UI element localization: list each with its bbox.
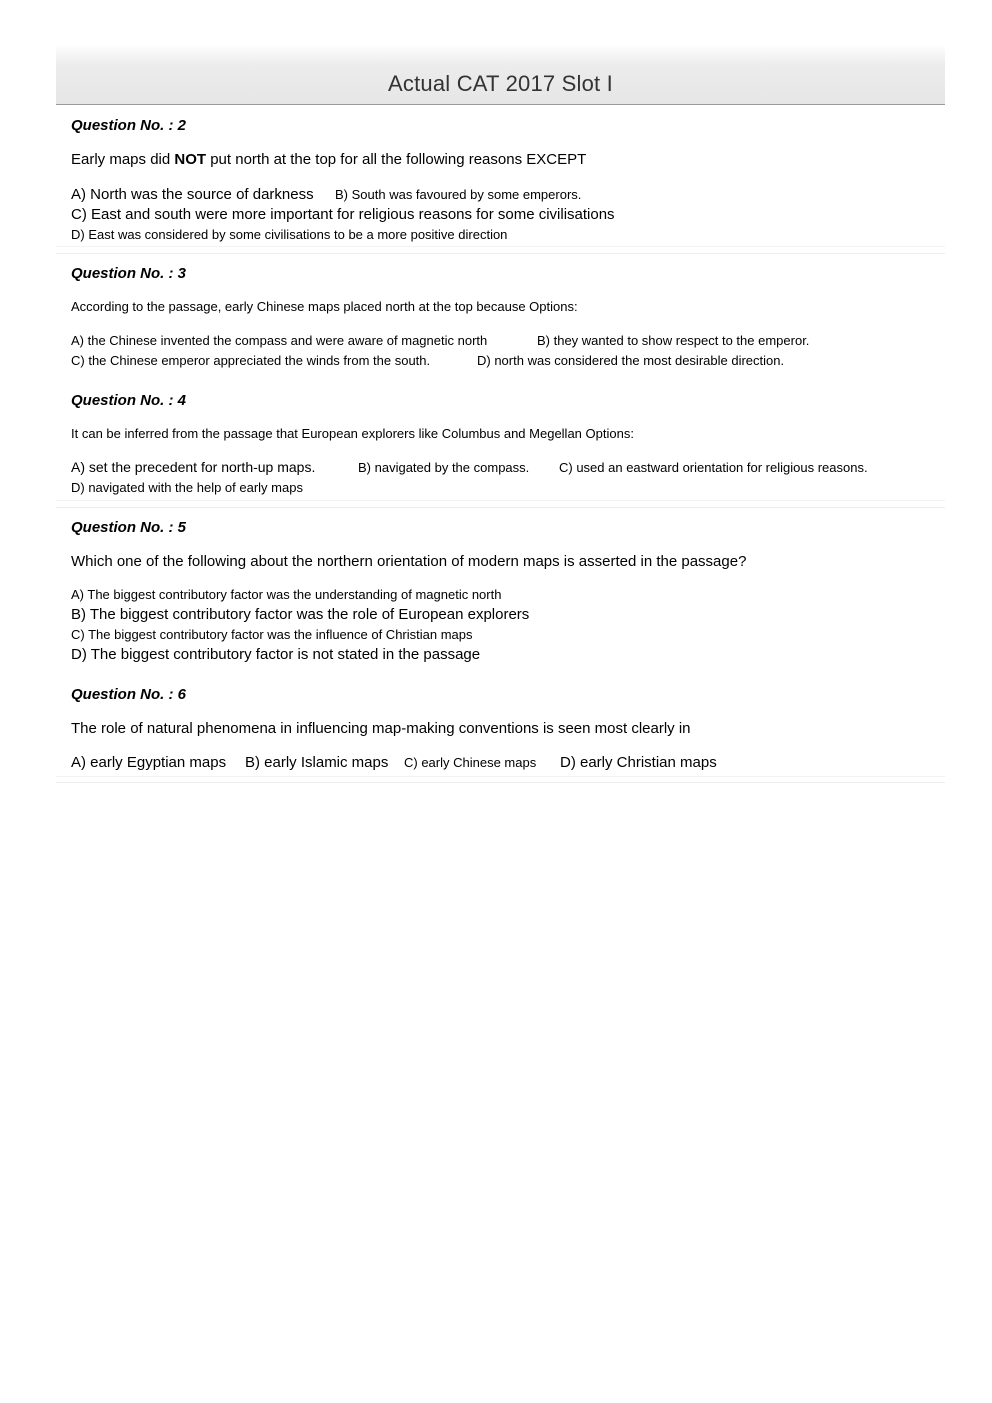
divider	[56, 782, 945, 783]
divider	[56, 246, 945, 247]
option-d: D) early Christian maps	[560, 754, 717, 771]
option-a: A) The biggest contributory factor was the understanding of magnetic north	[71, 587, 502, 602]
question-number: Question No. : 4	[71, 392, 187, 409]
question-number: Question No. : 3	[71, 265, 187, 282]
divider	[56, 776, 945, 777]
option-a: A) North was the source of darkness	[71, 186, 314, 203]
question-3	[71, 265, 937, 368]
option-c: C) early Chinese maps	[404, 755, 537, 770]
question-text	[71, 151, 586, 169]
divider	[56, 500, 945, 501]
option-b: B) South was favoured by some emperors.	[335, 187, 582, 202]
question-number: Question No. : 5	[71, 519, 187, 536]
option-d: D) The biggest contributory factor is not stated in the passage	[71, 646, 481, 663]
question-2	[71, 117, 937, 242]
divider	[56, 253, 945, 254]
question-number: Question No. : 6	[71, 686, 187, 703]
question-text: According to the passage, early Chinese maps placed north at the top because Options:	[71, 299, 578, 314]
question-text-part: Early maps did	[71, 151, 175, 168]
option-a: A) early Egyptian maps	[71, 754, 227, 771]
option-d: D) East was considered by some civilisations to be a more positive direction	[71, 227, 508, 242]
option-d: D) north was considered the most desirable direction.	[477, 353, 785, 368]
question-4	[71, 392, 937, 495]
page-header	[56, 44, 945, 105]
page-title: Actual CAT 2017 Slot I	[388, 71, 613, 96]
question-text-part: put north at the top for all the following reasons EXCEPT	[206, 151, 587, 168]
option-c: C) the Chinese emperor appreciated the winds from the south.	[71, 353, 431, 368]
divider	[56, 507, 945, 508]
option-a: A) set the precedent for north-up maps.	[71, 459, 316, 475]
question-5	[71, 519, 937, 663]
question-text: Which one of the following about the northern orientation of modern maps is asserted in the passage?	[71, 553, 747, 570]
question-text-bold: NOT	[174, 151, 207, 168]
option-c: C) The biggest contributory factor was the influence of Christian maps	[71, 627, 473, 642]
question-number: Question No. : 2	[71, 117, 187, 134]
option-b: B) navigated by the compass.	[358, 460, 530, 475]
question-text: It can be inferred from the passage that European explorers like Columbus and Megellan Options:	[71, 426, 634, 441]
option-a: A) the Chinese invented the compass and were aware of magnetic north	[71, 333, 488, 348]
option-b: B) early Islamic maps	[245, 754, 389, 771]
option-d: D) navigated with the help of early maps	[71, 480, 303, 495]
question-6	[71, 686, 937, 771]
question-text: The role of natural phenomena in influencing map-making conventions is seen most clearly in	[71, 720, 691, 737]
option-c: C) East and south were more important for religious reasons for some civilisations	[71, 206, 615, 223]
option-c: C) used an eastward orientation for religious reasons.	[559, 460, 868, 475]
option-b: B) they wanted to show respect to the emperor.	[537, 333, 810, 348]
option-b: B) The biggest contributory factor was the role of European explorers	[71, 606, 530, 623]
